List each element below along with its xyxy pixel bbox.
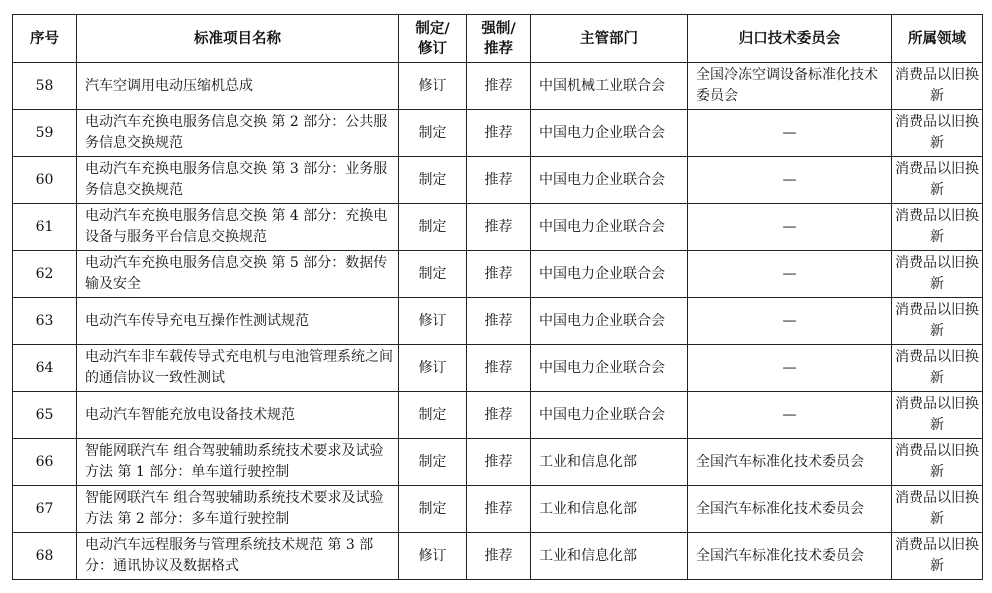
cell-name: 电动汽车充换电服务信息交换 第 2 部分：公共服务信息交换规范: [77, 110, 399, 157]
cell-domain: 消费品以旧换新: [892, 110, 983, 157]
cell-dept: 中国电力企业联合会: [531, 251, 688, 298]
cell-domain: 消费品以旧换新: [892, 345, 983, 392]
cell-name: 电动汽车充换电服务信息交换 第 4 部分：充换电设备与服务平台信息交换规范: [77, 204, 399, 251]
cell-mandatory: 推荐: [467, 110, 531, 157]
table-header-row: [13, 15, 983, 63]
cell-name: 电动汽车智能充放电设备技术规范: [77, 392, 399, 439]
cell-dept: 工业和信息化部: [531, 486, 688, 533]
cell-domain: 消费品以旧换新: [892, 63, 983, 110]
cell-type: 制定: [399, 251, 467, 298]
header-dept: 主管部门: [531, 15, 688, 63]
cell-dept: 中国电力企业联合会: [531, 157, 688, 204]
cell-mandatory: 推荐: [467, 204, 531, 251]
cell-no: 67: [13, 486, 77, 533]
cell-mandatory: 推荐: [467, 251, 531, 298]
cell-type: 制定: [399, 110, 467, 157]
cell-domain: 消费品以旧换新: [892, 157, 983, 204]
table-row: [13, 157, 983, 204]
cell-committee: —: [688, 345, 892, 392]
table-row: [13, 486, 983, 533]
cell-dept: 工业和信息化部: [531, 439, 688, 486]
cell-no: 66: [13, 439, 77, 486]
table-row: [13, 439, 983, 486]
cell-name: 电动汽车充换电服务信息交换 第 3 部分：业务服务信息交换规范: [77, 157, 399, 204]
cell-mandatory: 推荐: [467, 392, 531, 439]
header-committee: 归口技术委员会: [688, 15, 892, 63]
cell-dept: 中国电力企业联合会: [531, 392, 688, 439]
cell-domain: 消费品以旧换新: [892, 486, 983, 533]
cell-domain: 消费品以旧换新: [892, 298, 983, 345]
cell-no: 58: [13, 63, 77, 110]
table-row: [13, 533, 983, 580]
cell-committee: 全国冷冻空调设备标准化技术委员会: [688, 63, 892, 110]
cell-domain: 消费品以旧换新: [892, 392, 983, 439]
cell-type: 修订: [399, 533, 467, 580]
cell-type: 修订: [399, 298, 467, 345]
cell-name: 汽车空调用电动压缩机总成: [77, 63, 399, 110]
cell-committee: —: [688, 204, 892, 251]
cell-committee: 全国汽车标准化技术委员会: [688, 533, 892, 580]
cell-committee: —: [688, 157, 892, 204]
cell-mandatory: 推荐: [467, 439, 531, 486]
cell-committee: 全国汽车标准化技术委员会: [688, 439, 892, 486]
cell-type: 制定: [399, 392, 467, 439]
cell-mandatory: 推荐: [467, 157, 531, 204]
cell-name: 电动汽车非车载传导式充电机与电池管理系统之间的通信协议一致性测试: [77, 345, 399, 392]
header-type: 制定/ 修订: [399, 15, 467, 63]
cell-no: 65: [13, 392, 77, 439]
cell-name: 电动汽车传导充电互操作性测试规范: [77, 298, 399, 345]
cell-name: 电动汽车远程服务与管理系统技术规范 第 3 部分：通讯协议及数据格式: [77, 533, 399, 580]
cell-committee: —: [688, 298, 892, 345]
cell-type: 修订: [399, 63, 467, 110]
cell-dept: 中国电力企业联合会: [531, 298, 688, 345]
cell-type: 修订: [399, 345, 467, 392]
cell-domain: 消费品以旧换新: [892, 251, 983, 298]
cell-no: 62: [13, 251, 77, 298]
table-row: [13, 345, 983, 392]
cell-dept: 中国电力企业联合会: [531, 110, 688, 157]
table-row: [13, 63, 983, 110]
cell-committee: —: [688, 110, 892, 157]
cell-mandatory: 推荐: [467, 298, 531, 345]
table-row: [13, 392, 983, 439]
cell-no: 64: [13, 345, 77, 392]
cell-domain: 消费品以旧换新: [892, 533, 983, 580]
table-row: [13, 110, 983, 157]
cell-name: 电动汽车充换电服务信息交换 第 5 部分：数据传输及安全: [77, 251, 399, 298]
cell-type: 制定: [399, 157, 467, 204]
header-domain: 所属领域: [892, 15, 983, 63]
cell-name: 智能网联汽车 组合驾驶辅助系统技术要求及试验方法 第 2 部分：多车道行驶控制: [77, 486, 399, 533]
cell-dept: 中国机械工业联合会: [531, 63, 688, 110]
table-row: [13, 204, 983, 251]
header-mandatory: 强制/ 推荐: [467, 15, 531, 63]
header-name: 标准项目名称: [77, 15, 399, 63]
cell-mandatory: 推荐: [467, 345, 531, 392]
cell-type: 制定: [399, 439, 467, 486]
cell-committee: 全国汽车标准化技术委员会: [688, 486, 892, 533]
cell-no: 61: [13, 204, 77, 251]
cell-dept: 中国电力企业联合会: [531, 204, 688, 251]
cell-no: 63: [13, 298, 77, 345]
cell-domain: 消费品以旧换新: [892, 204, 983, 251]
cell-type: 制定: [399, 204, 467, 251]
cell-no: 59: [13, 110, 77, 157]
standards-table: [12, 14, 983, 580]
cell-name: 智能网联汽车 组合驾驶辅助系统技术要求及试验方法 第 1 部分：单车道行驶控制: [77, 439, 399, 486]
cell-mandatory: 推荐: [467, 486, 531, 533]
cell-mandatory: 推荐: [467, 533, 531, 580]
cell-domain: 消费品以旧换新: [892, 439, 983, 486]
cell-no: 60: [13, 157, 77, 204]
cell-committee: —: [688, 251, 892, 298]
header-no: 序号: [13, 15, 77, 63]
cell-no: 68: [13, 533, 77, 580]
cell-dept: 中国电力企业联合会: [531, 345, 688, 392]
table-row: [13, 298, 983, 345]
cell-dept: 工业和信息化部: [531, 533, 688, 580]
table-row: [13, 251, 983, 298]
cell-committee: —: [688, 392, 892, 439]
cell-type: 制定: [399, 486, 467, 533]
cell-mandatory: 推荐: [467, 63, 531, 110]
